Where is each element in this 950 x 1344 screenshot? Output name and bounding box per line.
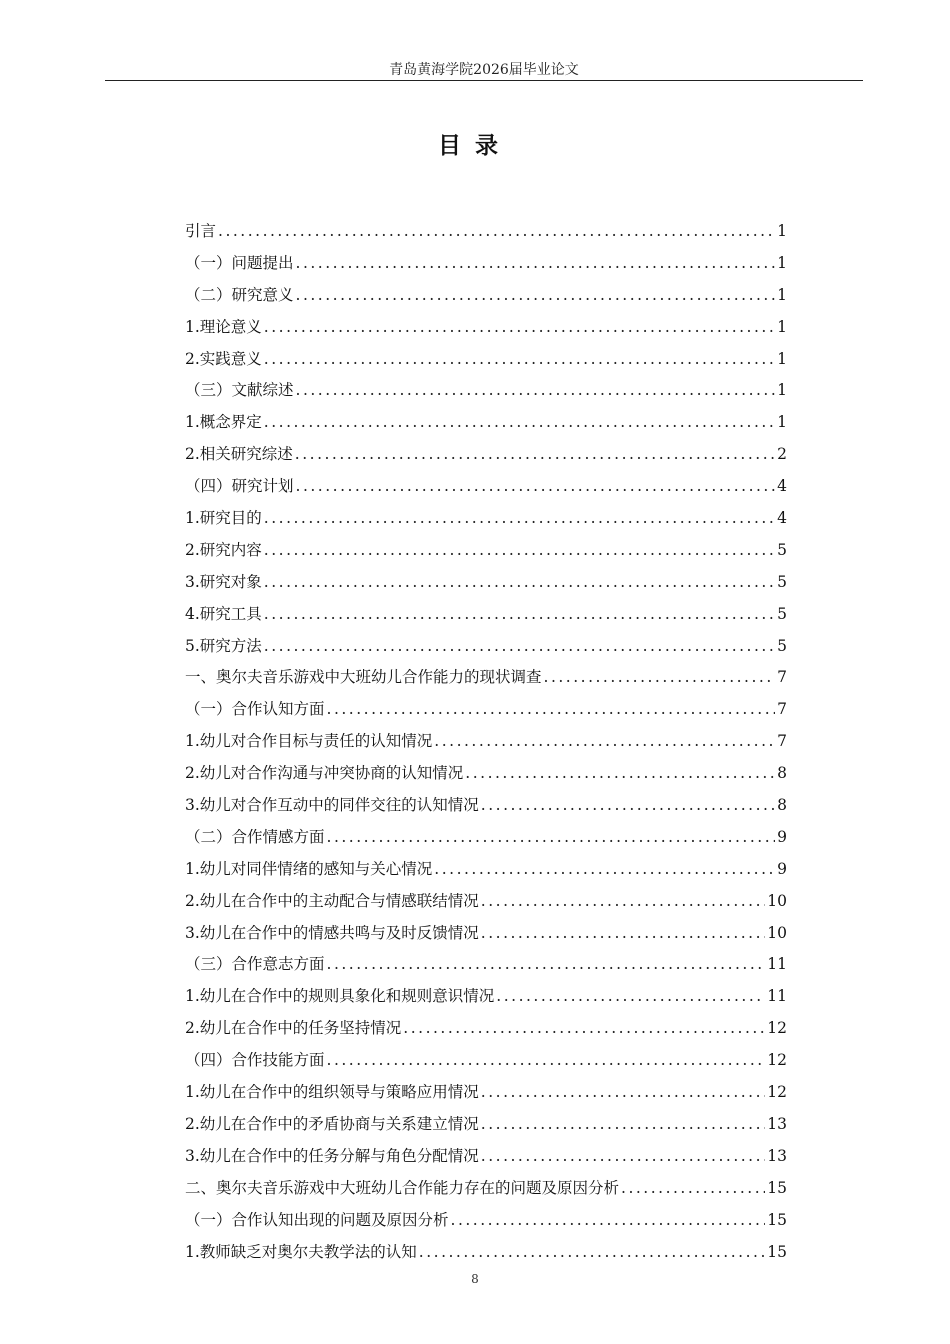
toc-entry-label: 1.教师缺乏对奥尔夫教学法的认知 <box>185 1242 417 1261</box>
toc-entry-leader-dots <box>451 1205 766 1237</box>
toc-entry-label: 引言 <box>185 222 217 240</box>
toc-entry-label: 1.幼儿对合作目标与责任的认知情况 <box>185 732 433 751</box>
toc-entry-page: 13 <box>767 1114 787 1133</box>
toc-entry-label: （一）合作认知出现的问题及原因分析 <box>185 1210 449 1229</box>
toc-entry[interactable] <box>185 1205 787 1237</box>
toc-entry-leader-dots <box>434 726 775 758</box>
toc-entry[interactable] <box>185 1237 787 1269</box>
toc-entry-leader-dots <box>481 790 775 822</box>
toc-entry-page: 7 <box>777 700 787 719</box>
toc-entry[interactable] <box>185 949 787 981</box>
toc-entry[interactable] <box>185 599 787 631</box>
toc-entry-leader-dots <box>327 949 766 981</box>
toc-entry-leader-dots <box>481 1077 765 1109</box>
toc-entry-label: 2.相关研究综述 <box>185 445 293 464</box>
toc-entry-leader-dots <box>264 567 775 599</box>
running-header <box>105 60 863 81</box>
toc-entry-page: 13 <box>767 1146 787 1165</box>
toc-entry[interactable] <box>185 344 787 376</box>
toc-entry[interactable] <box>185 248 787 280</box>
toc-entry[interactable] <box>185 886 787 918</box>
toc-entry[interactable] <box>185 407 787 439</box>
toc-entry[interactable] <box>185 662 787 694</box>
toc-entry-page: 1 <box>777 413 787 432</box>
toc-entry[interactable] <box>185 694 787 726</box>
toc-entry-leader-dots <box>327 1045 766 1077</box>
toc-entry-leader-dots <box>481 1141 765 1173</box>
toc-entry-leader-dots <box>264 631 775 663</box>
toc-entry-label: （一）合作认知方面 <box>185 700 325 719</box>
toc-entry-leader-dots <box>481 918 765 950</box>
toc-entry-label: 2.幼儿对合作沟通与冲突协商的认知情况 <box>185 764 464 783</box>
toc-entry[interactable] <box>185 631 787 663</box>
toc-entry-leader-dots <box>264 344 775 376</box>
toc-entry[interactable] <box>185 439 787 471</box>
toc-entry-label: 1.幼儿在合作中的规则具象化和规则意识情况 <box>185 987 495 1006</box>
toc-entry-page: 15 <box>767 1210 787 1229</box>
toc-entry-page: 1 <box>777 381 787 400</box>
toc-entry-label: （二）研究意义 <box>185 285 294 304</box>
toc-entry[interactable] <box>185 503 787 535</box>
toc-entry[interactable] <box>185 790 787 822</box>
toc-entry-page: 1 <box>777 253 787 272</box>
toc-entry-leader-dots <box>481 1109 765 1141</box>
toc-entry-label: 一、奥尔夫音乐游戏中大班幼儿合作能力的现状调查 <box>185 668 542 687</box>
toc-entry-leader-dots <box>327 822 776 854</box>
toc-entry-label: 4.研究工具 <box>185 604 262 623</box>
toc-entry-page: 7 <box>777 732 787 751</box>
toc-entry-leader-dots <box>621 1173 765 1205</box>
toc-entry-leader-dots <box>481 886 765 918</box>
toc-entry-page: 1 <box>777 285 787 304</box>
toc-entry-page: 15 <box>767 1242 787 1261</box>
toc-list <box>185 216 787 1268</box>
toc-entry[interactable] <box>185 981 787 1013</box>
toc-entry-page: 10 <box>767 923 787 942</box>
toc-entry-label: 二、奥尔夫音乐游戏中大班幼儿合作能力存在的问题及原因分析 <box>185 1178 620 1197</box>
toc-entry-leader-dots <box>296 375 776 407</box>
toc-entry-leader-dots <box>264 407 775 439</box>
toc-entry-leader-dots <box>296 248 776 280</box>
page-number: 8 <box>471 1272 479 1286</box>
toc-entry-page: 4 <box>777 509 787 528</box>
toc-entry-label: 2.研究内容 <box>185 540 262 559</box>
toc-entry-leader-dots <box>296 471 776 503</box>
toc-entry-page: 8 <box>777 764 787 783</box>
toc-entry-label: 2.实践意义 <box>185 349 262 368</box>
toc-entry[interactable] <box>185 822 787 854</box>
toc-entry-page: 7 <box>777 668 787 687</box>
toc-entry[interactable] <box>185 471 787 503</box>
toc-entry[interactable] <box>185 280 787 312</box>
toc-entry-page: 1 <box>777 349 787 368</box>
toc-entry-label: （四）合作技能方面 <box>185 1051 325 1070</box>
toc-entry-page: 12 <box>767 1083 787 1102</box>
toc-entry-leader-dots <box>403 1013 765 1045</box>
toc-entry-label: 1.概念界定 <box>185 413 262 432</box>
toc-entry-page: 11 <box>767 987 787 1006</box>
toc-entry-label: 1.理论意义 <box>185 317 262 336</box>
toc-entry[interactable] <box>185 758 787 790</box>
toc-entry-page: 9 <box>777 859 787 878</box>
toc-entry-label: 3.幼儿在合作中的情感共鸣与及时反馈情况 <box>185 923 479 942</box>
toc-entry-leader-dots <box>327 694 776 726</box>
toc-entry-leader-dots <box>544 662 776 694</box>
toc-entry-label: 3.幼儿对合作互动中的同伴交往的认知情况 <box>185 796 479 815</box>
toc-entry-label: （一）问题提出 <box>185 253 294 272</box>
toc-entry-label: （三）文献综述 <box>185 381 294 400</box>
toc-entry[interactable] <box>185 1013 787 1045</box>
toc-entry[interactable] <box>185 918 787 950</box>
toc-entry-page: 12 <box>767 1051 787 1070</box>
toc-entry-page: 10 <box>767 891 787 910</box>
toc-entry-label: （四）研究计划 <box>185 477 294 496</box>
toc-entry-leader-dots <box>434 854 775 886</box>
toc-entry-leader-dots <box>465 758 775 790</box>
toc-entry-page: 5 <box>777 604 787 623</box>
toc-entry-label: 2.幼儿在合作中的任务坚持情况 <box>185 1019 402 1038</box>
toc-entry-page: 5 <box>777 572 787 591</box>
toc-entry-label: 3.幼儿在合作中的任务分解与角色分配情况 <box>185 1146 479 1165</box>
toc-entry-page: 9 <box>777 827 787 846</box>
toc-entry-page: 8 <box>777 796 787 815</box>
toc-entry[interactable] <box>185 1077 787 1109</box>
toc-entry-label: 1.幼儿在合作中的组织领导与策略应用情况 <box>185 1083 479 1102</box>
toc-entry[interactable] <box>185 1045 787 1077</box>
toc-entry[interactable] <box>185 535 787 567</box>
toc-entry[interactable] <box>185 854 787 886</box>
toc-entry-page: 11 <box>767 955 787 974</box>
toc-entry-leader-dots <box>496 981 765 1013</box>
toc-entry-label: 1.研究目的 <box>185 509 262 528</box>
toc-entry-page: 12 <box>767 1019 787 1038</box>
toc-entry[interactable] <box>185 312 787 344</box>
toc-entry-label: 3.研究对象 <box>185 572 262 591</box>
toc-entry-page: 4 <box>777 477 787 496</box>
toc-entry-label: 2.幼儿在合作中的主动配合与情感联结情况 <box>185 891 479 910</box>
toc-title: 目录 <box>438 133 512 159</box>
toc-entry[interactable] <box>185 726 787 758</box>
toc-entry-page: 1 <box>777 222 787 240</box>
toc-entry-leader-dots <box>296 280 776 312</box>
toc-entry-page: 5 <box>777 636 787 655</box>
toc-entry[interactable] <box>185 375 787 407</box>
toc-entry-leader-dots <box>218 216 775 248</box>
toc-entry-leader-dots <box>264 503 775 535</box>
toc-entry-leader-dots <box>419 1237 765 1269</box>
header-title: 青岛黄海学院2026届毕业论文 <box>389 62 579 78</box>
toc-entry[interactable] <box>185 1141 787 1173</box>
toc-entry-label: 1.幼儿对同伴情绪的感知与关心情况 <box>185 859 433 878</box>
toc-entry-page: 2 <box>777 445 787 464</box>
toc-entry-label: 2.幼儿在合作中的矛盾协商与关系建立情况 <box>185 1114 479 1133</box>
toc-entry-label: （三）合作意志方面 <box>185 955 325 974</box>
toc-entry[interactable] <box>185 216 787 248</box>
toc-entry-page: 5 <box>777 540 787 559</box>
toc-entry-leader-dots <box>264 535 775 567</box>
toc-entry-label: 5.研究方法 <box>185 636 262 655</box>
toc-entry-page: 1 <box>777 317 787 336</box>
toc-entry-leader-dots <box>264 312 775 344</box>
toc-entry-leader-dots <box>264 599 775 631</box>
toc-entry[interactable] <box>185 567 787 599</box>
toc-entry-label: （二）合作情感方面 <box>185 827 325 846</box>
toc-entry-page: 15 <box>767 1178 787 1197</box>
toc-entry[interactable] <box>185 1109 787 1141</box>
toc-entry-leader-dots <box>295 439 775 471</box>
toc-entry[interactable] <box>185 1173 787 1205</box>
